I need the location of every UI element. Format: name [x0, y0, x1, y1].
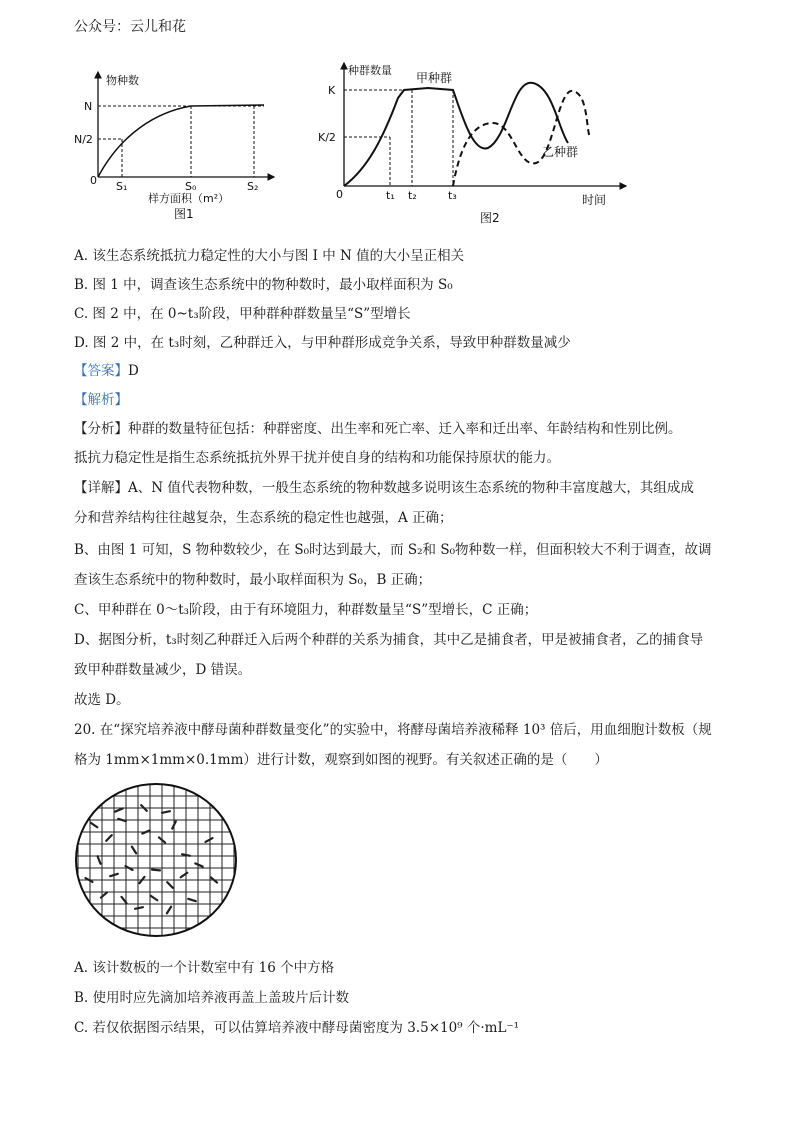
yeast-cell: [182, 854, 190, 856]
yeast-cell: [118, 819, 126, 821]
fig2-y-label: 种群数量: [348, 64, 392, 77]
fig2-x-label: 时间: [582, 193, 607, 207]
fig2-label-b: 乙种群: [542, 145, 579, 159]
q19-answer: [74, 359, 139, 379]
fig1-ytick-half: N/2: [74, 133, 93, 146]
fig1-ytick-n: N: [84, 100, 93, 113]
q19-option-d: D. 图 2 中，在 t₃时刻，乙种群迁入，与甲种群形成竞争关系，导致甲种群数量减少: [74, 335, 571, 351]
fig2-xtick-t2: t₂: [408, 189, 417, 202]
fig1-x-label: 样方面积（m²）: [148, 192, 230, 205]
q19-detail-4: 查该生态系统中的物种数时，最小取样面积为 S₀，B 正确；: [74, 572, 432, 588]
fig2-ytick-k: K: [328, 84, 336, 97]
yeast-cell: [132, 847, 136, 854]
yeast-cell: [167, 882, 173, 888]
q19-option-b: B. 图 1 中，调查该生态系统中的物种数时，最小取样面积为 S₀: [74, 277, 453, 293]
q20-stem-2: 格为 1mm×1mm×0.1mm）进行计数，观察到如图的视野。有关叙述正确的是（ ）: [74, 752, 608, 768]
q20-option-b: B. 使用时应先滴加培养液再盖上盖玻片后计数: [74, 990, 350, 1006]
q20-option-c: C. 若仅依据图示结果，可以估算培养液中酵母菌密度为 3.5×10⁹ 个·mL⁻¹: [74, 1020, 519, 1036]
figure2-chart: [318, 58, 638, 230]
fig2-caption: 图2: [480, 211, 500, 225]
q20-option-a: A. 该计数板的一个计数室中有 16 个中方格: [74, 960, 335, 976]
yeast-cell: [152, 870, 160, 871]
yeast-cell: [135, 907, 143, 909]
yeast-cell: [195, 863, 202, 866]
fig2-origin: 0: [336, 188, 343, 201]
yeast-cell: [110, 874, 118, 876]
q19-conclusion: 故选 D。: [74, 692, 130, 708]
fig2-ytick-half: K/2: [318, 131, 336, 144]
fig2-xtick-t3: t₃: [448, 189, 457, 202]
yeast-cell: [188, 899, 196, 901]
fig1-y-label: 物种数: [106, 74, 139, 87]
fig1-origin: 0: [90, 174, 97, 187]
yeast-cell: [142, 830, 149, 833]
yeast-cell: [115, 808, 122, 811]
fig1-curve: [98, 105, 264, 177]
q19-fenxi-2: 抵抗力稳定性是指生态系统抵抗外界干扰并使自身的结构和功能保持原状的能力。: [74, 450, 560, 466]
q19-detail-2: 分和营养结构往往越复杂，生态系统的稳定性也越强，A 正确；: [74, 510, 453, 526]
q19-detail-6: D、据图分析，t₃时刻乙种群迁入后两个种群的关系为捕食，其中乙是捕食者，甲是被捕食者，乙的捕食导: [74, 632, 704, 648]
answer-tag: 【答案】: [74, 363, 128, 379]
q20-stem-1: 20. 在“探究培养液中酵母菌种群数量变化”的实验中，将酵母菌培养液稀释 10³ 倍后，用血细胞计数板（规: [74, 722, 712, 738]
q19-detail-1: 【详解】A、N 值代表物种数，一般生态系统的物种数越多说明该生态系统的物种丰富度越大，其组成成: [74, 480, 694, 496]
q19-option-c: C. 图 2 中，在 0~t₃阶段，甲种群种群数量呈“S”型增长: [74, 306, 411, 322]
q19-fenxi-1: 【分析】种群的数量特征包括：种群密度、出生率和死亡率、迁入率和迁出率、年龄结构和性别比例。: [74, 421, 682, 437]
q19-detail-7: 致甲种群数量减少，D 错误。: [74, 662, 252, 678]
fig1-xtick-s1: S₁: [116, 180, 128, 193]
fig1-xtick-s0: S₀: [185, 180, 197, 193]
source-header: 公众号：云儿和花: [74, 19, 186, 35]
q19-detail-5: C、甲种群在 0～t₃阶段，由于有环境阻力，种群数量呈“S”型增长，C 正确；: [74, 602, 538, 618]
figure1-chart: [76, 64, 276, 229]
q19-option-a: A. 该生态系统抵抗力稳定性的大小与图 I 中 N 值的大小呈正相关: [74, 248, 465, 264]
yeast-cell: [106, 835, 112, 841]
yeast-cell: [98, 856, 101, 863]
yeast-cell: [162, 811, 170, 813]
hemocytometer-image: [74, 780, 244, 940]
q19-analysis-tag: 【解析】: [74, 392, 128, 408]
q19-detail-3: B、由图 1 可知，S 物种数较少，在 S₀时达到最大，而 S₂和 S₀物种数一样，但面积较大不利于调查，故调: [74, 542, 712, 558]
yeast-cell: [151, 896, 158, 901]
fig1-caption: 图1: [174, 207, 194, 221]
yeast-cell: [167, 907, 171, 914]
answer-value: D: [128, 363, 139, 379]
fig2-xtick-t1: t₁: [386, 189, 395, 202]
fig1-xtick-s2: S₂: [247, 180, 259, 193]
fig2-label-a: 甲种群: [416, 71, 453, 85]
yeast-cell: [91, 823, 98, 828]
yeast-cell: [205, 838, 212, 842]
